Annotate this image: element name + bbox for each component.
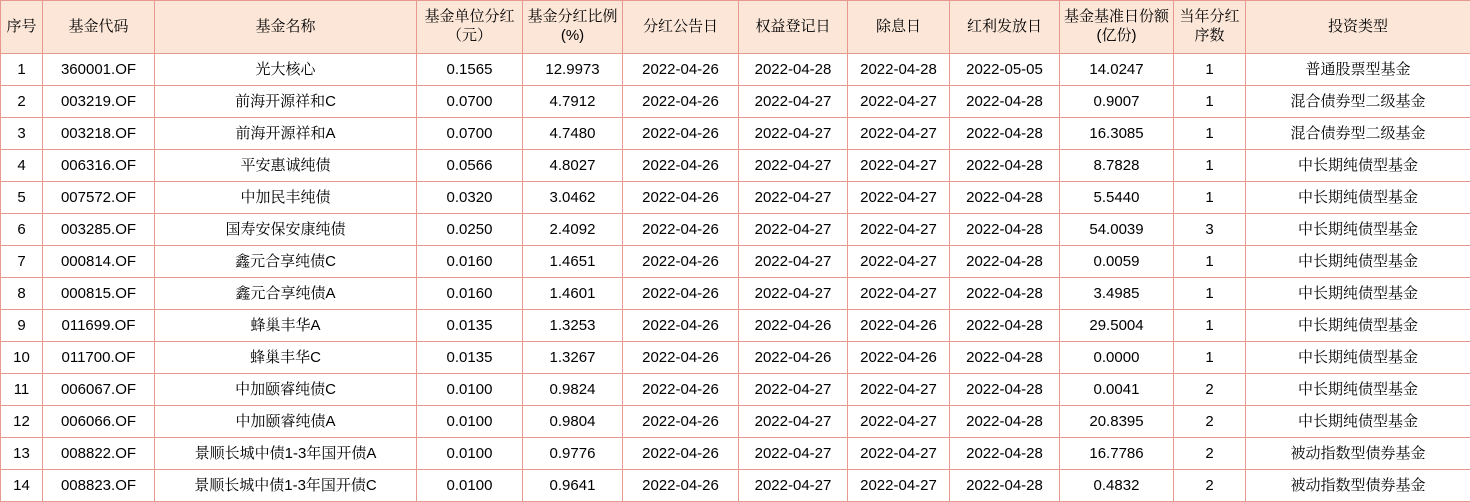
cell-announcement-date: 2022-04-26	[623, 342, 739, 374]
cell-index: 11	[1, 374, 43, 406]
cell-fund-code: 000814.OF	[43, 246, 155, 278]
cell-fund-name: 前海开源祥和C	[155, 86, 417, 118]
column-header-payment-date: 红利发放日	[950, 1, 1060, 54]
cell-record-date: 2022-04-27	[739, 438, 848, 470]
cell-announcement-date: 2022-04-26	[623, 438, 739, 470]
cell-unit-dividend: 0.0320	[417, 182, 523, 214]
cell-dividend-ratio: 2.4092	[523, 214, 623, 246]
table-row	[1, 86, 1470, 118]
cell-ex-dividend-date: 2022-04-27	[848, 246, 950, 278]
cell-dividend-sequence: 3	[1174, 214, 1246, 246]
cell-base-shares: 20.8395	[1060, 406, 1174, 438]
cell-record-date: 2022-04-27	[739, 118, 848, 150]
cell-record-date: 2022-04-27	[739, 278, 848, 310]
cell-unit-dividend: 0.0100	[417, 406, 523, 438]
cell-announcement-date: 2022-04-26	[623, 406, 739, 438]
cell-fund-name: 蜂巢丰华A	[155, 310, 417, 342]
cell-dividend-ratio: 0.9824	[523, 374, 623, 406]
cell-unit-dividend: 0.0135	[417, 342, 523, 374]
cell-index: 7	[1, 246, 43, 278]
cell-dividend-sequence: 1	[1174, 54, 1246, 86]
cell-unit-dividend: 0.0135	[417, 310, 523, 342]
cell-fund-name: 景顺长城中债1-3年国开债A	[155, 438, 417, 470]
cell-dividend-sequence: 1	[1174, 86, 1246, 118]
cell-unit-dividend: 0.0100	[417, 470, 523, 502]
cell-payment-date: 2022-04-28	[950, 150, 1060, 182]
cell-payment-date: 2022-04-28	[950, 406, 1060, 438]
cell-fund-name: 中加颐睿纯债A	[155, 406, 417, 438]
cell-unit-dividend: 0.0250	[417, 214, 523, 246]
cell-base-shares: 3.4985	[1060, 278, 1174, 310]
cell-record-date: 2022-04-27	[739, 374, 848, 406]
cell-dividend-ratio: 3.0462	[523, 182, 623, 214]
cell-record-date: 2022-04-27	[739, 182, 848, 214]
cell-index: 12	[1, 406, 43, 438]
cell-fund-name: 平安惠诚纯债	[155, 150, 417, 182]
cell-unit-dividend: 0.1565	[417, 54, 523, 86]
cell-dividend-ratio: 4.7480	[523, 118, 623, 150]
cell-fund-code: 007572.OF	[43, 182, 155, 214]
cell-dividend-sequence: 2	[1174, 406, 1246, 438]
column-header-base-shares: 基金基准日份额(亿份)	[1060, 1, 1174, 54]
column-header-ex-dividend-date: 除息日	[848, 1, 950, 54]
cell-investment-type: 中长期纯债型基金	[1246, 246, 1470, 278]
cell-record-date: 2022-04-28	[739, 54, 848, 86]
cell-announcement-date: 2022-04-26	[623, 182, 739, 214]
table-row	[1, 118, 1470, 150]
cell-dividend-sequence: 1	[1174, 118, 1246, 150]
cell-record-date: 2022-04-27	[739, 214, 848, 246]
cell-investment-type: 中长期纯债型基金	[1246, 150, 1470, 182]
cell-fund-name: 中加民丰纯债	[155, 182, 417, 214]
cell-unit-dividend: 0.0566	[417, 150, 523, 182]
table-row	[1, 182, 1470, 214]
table-header-row	[1, 1, 1470, 54]
cell-unit-dividend: 0.0700	[417, 118, 523, 150]
column-header-fund-code: 基金代码	[43, 1, 155, 54]
cell-announcement-date: 2022-04-26	[623, 54, 739, 86]
cell-dividend-ratio: 0.9641	[523, 470, 623, 502]
cell-base-shares: 5.5440	[1060, 182, 1174, 214]
cell-announcement-date: 2022-04-26	[623, 86, 739, 118]
cell-record-date: 2022-04-26	[739, 342, 848, 374]
cell-investment-type: 中长期纯债型基金	[1246, 278, 1470, 310]
cell-dividend-sequence: 2	[1174, 374, 1246, 406]
cell-fund-name: 国寿安保安康纯债	[155, 214, 417, 246]
cell-investment-type: 中长期纯债型基金	[1246, 214, 1470, 246]
cell-investment-type: 被动指数型债券基金	[1246, 438, 1470, 470]
cell-payment-date: 2022-04-28	[950, 470, 1060, 502]
cell-index: 6	[1, 214, 43, 246]
cell-fund-name: 鑫元合享纯债C	[155, 246, 417, 278]
cell-dividend-ratio: 0.9804	[523, 406, 623, 438]
cell-fund-code: 006067.OF	[43, 374, 155, 406]
cell-announcement-date: 2022-04-26	[623, 374, 739, 406]
column-header-fund-name: 基金名称	[155, 1, 417, 54]
cell-announcement-date: 2022-04-26	[623, 214, 739, 246]
cell-investment-type: 混合债券型二级基金	[1246, 86, 1470, 118]
cell-payment-date: 2022-04-28	[950, 374, 1060, 406]
cell-base-shares: 16.7786	[1060, 438, 1174, 470]
cell-fund-name: 蜂巢丰华C	[155, 342, 417, 374]
cell-investment-type: 中长期纯债型基金	[1246, 374, 1470, 406]
cell-announcement-date: 2022-04-26	[623, 278, 739, 310]
cell-investment-type: 中长期纯债型基金	[1246, 406, 1470, 438]
cell-dividend-sequence: 1	[1174, 246, 1246, 278]
table-row	[1, 342, 1470, 374]
cell-dividend-ratio: 4.8027	[523, 150, 623, 182]
table-row	[1, 150, 1470, 182]
cell-dividend-sequence: 1	[1174, 278, 1246, 310]
cell-payment-date: 2022-05-05	[950, 54, 1060, 86]
cell-unit-dividend: 0.0700	[417, 86, 523, 118]
cell-base-shares: 0.0041	[1060, 374, 1174, 406]
column-header-announcement-date: 分红公告日	[623, 1, 739, 54]
cell-investment-type: 普通股票型基金	[1246, 54, 1470, 86]
cell-base-shares: 16.3085	[1060, 118, 1174, 150]
cell-index: 9	[1, 310, 43, 342]
cell-dividend-sequence: 1	[1174, 342, 1246, 374]
cell-dividend-sequence: 1	[1174, 182, 1246, 214]
table-row	[1, 470, 1470, 502]
cell-index: 13	[1, 438, 43, 470]
cell-fund-code: 003219.OF	[43, 86, 155, 118]
cell-base-shares: 29.5004	[1060, 310, 1174, 342]
cell-ex-dividend-date: 2022-04-27	[848, 214, 950, 246]
cell-base-shares: 14.0247	[1060, 54, 1174, 86]
column-header-investment-type: 投资类型	[1246, 1, 1470, 54]
cell-fund-code: 003218.OF	[43, 118, 155, 150]
cell-index: 8	[1, 278, 43, 310]
table-row	[1, 438, 1470, 470]
cell-dividend-ratio: 1.4651	[523, 246, 623, 278]
table-row	[1, 278, 1470, 310]
cell-unit-dividend: 0.0160	[417, 278, 523, 310]
cell-ex-dividend-date: 2022-04-27	[848, 278, 950, 310]
cell-base-shares: 0.0059	[1060, 246, 1174, 278]
cell-announcement-date: 2022-04-26	[623, 246, 739, 278]
column-header-record-date: 权益登记日	[739, 1, 848, 54]
cell-base-shares: 0.4832	[1060, 470, 1174, 502]
table-row	[1, 246, 1470, 278]
cell-ex-dividend-date: 2022-04-27	[848, 118, 950, 150]
cell-fund-code: 006066.OF	[43, 406, 155, 438]
cell-fund-name: 景顺长城中债1-3年国开债C	[155, 470, 417, 502]
cell-dividend-sequence: 1	[1174, 310, 1246, 342]
cell-ex-dividend-date: 2022-04-27	[848, 438, 950, 470]
cell-payment-date: 2022-04-28	[950, 214, 1060, 246]
cell-ex-dividend-date: 2022-04-27	[848, 406, 950, 438]
cell-payment-date: 2022-04-28	[950, 118, 1060, 150]
cell-record-date: 2022-04-27	[739, 406, 848, 438]
cell-ex-dividend-date: 2022-04-27	[848, 374, 950, 406]
cell-announcement-date: 2022-04-26	[623, 310, 739, 342]
table-row	[1, 406, 1470, 438]
cell-investment-type: 混合债券型二级基金	[1246, 118, 1470, 150]
cell-dividend-sequence: 2	[1174, 438, 1246, 470]
cell-fund-name: 前海开源祥和A	[155, 118, 417, 150]
cell-index: 5	[1, 182, 43, 214]
cell-payment-date: 2022-04-28	[950, 310, 1060, 342]
cell-payment-date: 2022-04-28	[950, 86, 1060, 118]
table-body	[1, 54, 1470, 502]
cell-fund-code: 011700.OF	[43, 342, 155, 374]
cell-investment-type: 中长期纯债型基金	[1246, 310, 1470, 342]
cell-record-date: 2022-04-27	[739, 150, 848, 182]
cell-dividend-ratio: 12.9973	[523, 54, 623, 86]
cell-ex-dividend-date: 2022-04-27	[848, 470, 950, 502]
cell-record-date: 2022-04-27	[739, 246, 848, 278]
cell-index: 2	[1, 86, 43, 118]
cell-fund-code: 360001.OF	[43, 54, 155, 86]
cell-investment-type: 被动指数型债券基金	[1246, 470, 1470, 502]
cell-fund-code: 008823.OF	[43, 470, 155, 502]
cell-dividend-ratio: 1.3267	[523, 342, 623, 374]
cell-index: 10	[1, 342, 43, 374]
cell-index: 4	[1, 150, 43, 182]
cell-fund-code: 008822.OF	[43, 438, 155, 470]
column-header-unit-dividend: 基金单位分红（元）	[417, 1, 523, 54]
cell-ex-dividend-date: 2022-04-26	[848, 342, 950, 374]
cell-index: 1	[1, 54, 43, 86]
cell-announcement-date: 2022-04-26	[623, 470, 739, 502]
cell-record-date: 2022-04-27	[739, 86, 848, 118]
cell-ex-dividend-date: 2022-04-28	[848, 54, 950, 86]
cell-fund-code: 011699.OF	[43, 310, 155, 342]
cell-fund-name: 光大核心	[155, 54, 417, 86]
cell-dividend-ratio: 4.7912	[523, 86, 623, 118]
column-header-dividend-ratio: 基金分红比例(%)	[523, 1, 623, 54]
cell-payment-date: 2022-04-28	[950, 438, 1060, 470]
cell-ex-dividend-date: 2022-04-27	[848, 150, 950, 182]
cell-unit-dividend: 0.0160	[417, 246, 523, 278]
cell-base-shares: 8.7828	[1060, 150, 1174, 182]
cell-payment-date: 2022-04-28	[950, 278, 1060, 310]
cell-record-date: 2022-04-27	[739, 470, 848, 502]
cell-investment-type: 中长期纯债型基金	[1246, 182, 1470, 214]
table-row	[1, 214, 1470, 246]
cell-base-shares: 54.0039	[1060, 214, 1174, 246]
cell-fund-code: 000815.OF	[43, 278, 155, 310]
cell-dividend-ratio: 1.4601	[523, 278, 623, 310]
cell-fund-name: 中加颐睿纯债C	[155, 374, 417, 406]
cell-base-shares: 0.9007	[1060, 86, 1174, 118]
cell-fund-code: 003285.OF	[43, 214, 155, 246]
column-header-index: 序号	[1, 1, 43, 54]
cell-fund-code: 006316.OF	[43, 150, 155, 182]
cell-record-date: 2022-04-26	[739, 310, 848, 342]
table-row	[1, 54, 1470, 86]
cell-dividend-sequence: 1	[1174, 150, 1246, 182]
cell-unit-dividend: 0.0100	[417, 374, 523, 406]
table-row	[1, 374, 1470, 406]
cell-index: 3	[1, 118, 43, 150]
cell-dividend-ratio: 1.3253	[523, 310, 623, 342]
cell-payment-date: 2022-04-28	[950, 246, 1060, 278]
cell-unit-dividend: 0.0100	[417, 438, 523, 470]
cell-dividend-ratio: 0.9776	[523, 438, 623, 470]
table-row	[1, 310, 1470, 342]
cell-dividend-sequence: 2	[1174, 470, 1246, 502]
cell-announcement-date: 2022-04-26	[623, 150, 739, 182]
cell-index: 14	[1, 470, 43, 502]
cell-ex-dividend-date: 2022-04-27	[848, 86, 950, 118]
cell-investment-type: 中长期纯债型基金	[1246, 342, 1470, 374]
cell-fund-name: 鑫元合享纯债A	[155, 278, 417, 310]
cell-base-shares: 0.0000	[1060, 342, 1174, 374]
cell-ex-dividend-date: 2022-04-26	[848, 310, 950, 342]
cell-payment-date: 2022-04-28	[950, 342, 1060, 374]
cell-payment-date: 2022-04-28	[950, 182, 1060, 214]
cell-announcement-date: 2022-04-26	[623, 118, 739, 150]
cell-ex-dividend-date: 2022-04-27	[848, 182, 950, 214]
column-header-dividend-sequence: 当年分红序数	[1174, 1, 1246, 54]
